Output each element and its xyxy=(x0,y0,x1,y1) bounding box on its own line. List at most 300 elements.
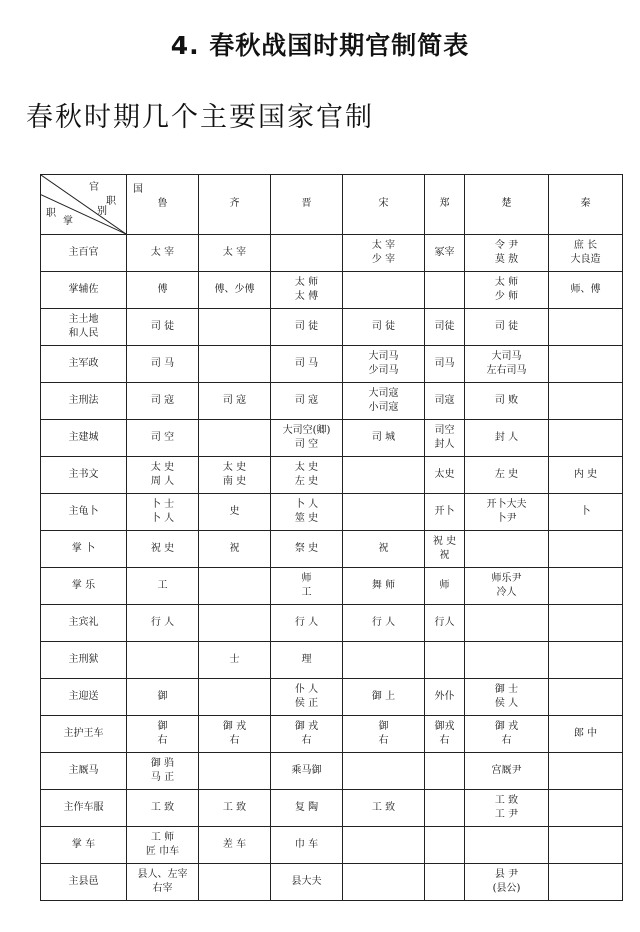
table-cell xyxy=(127,383,199,420)
row-label-line: 主土地 xyxy=(68,313,99,325)
cell-line: 右 xyxy=(157,735,168,746)
table-cell xyxy=(425,716,465,753)
cell-line: 工 xyxy=(157,579,168,591)
table-cell xyxy=(465,309,549,346)
state-header: 齐 xyxy=(199,175,271,235)
table-cell xyxy=(549,827,623,864)
table-cell xyxy=(343,457,425,494)
table-cell xyxy=(549,309,623,346)
row-label-line: 主迎送 xyxy=(68,690,99,702)
table-cell xyxy=(271,383,343,420)
cell-line: 大司马 xyxy=(368,350,399,362)
table-cell xyxy=(465,272,549,309)
table-cell xyxy=(343,568,425,605)
table-cell xyxy=(425,346,465,383)
table-row xyxy=(41,494,623,531)
table-cell xyxy=(127,235,199,272)
table-cell xyxy=(343,272,425,309)
table-row xyxy=(41,457,623,494)
table-cell xyxy=(343,420,425,457)
table-cell xyxy=(199,531,271,568)
row-label-line: 主军政 xyxy=(68,357,99,369)
table-cell xyxy=(271,309,343,346)
table-cell xyxy=(127,346,199,383)
table-cell xyxy=(465,531,549,568)
table-cell xyxy=(465,679,549,716)
cell-line: 巾 车 xyxy=(294,838,319,850)
row-label-line: 和人民 xyxy=(68,328,99,339)
cell-line: 祭 史 xyxy=(294,542,319,554)
cell-line: 司 徒 xyxy=(371,320,396,332)
cell-line: 少 宰 xyxy=(371,254,396,265)
table-cell xyxy=(465,716,549,753)
table-cell xyxy=(549,679,623,716)
cell-line: 祝 xyxy=(229,542,240,554)
table-cell xyxy=(271,827,343,864)
cell-line: 太 史 xyxy=(150,461,175,473)
table-row xyxy=(41,568,623,605)
cell-line: 行人 xyxy=(434,616,455,628)
cell-line: 行 人 xyxy=(294,616,319,628)
state-header: 楚 xyxy=(465,175,549,235)
table-cell xyxy=(127,864,199,901)
row-label xyxy=(41,346,127,383)
table-cell xyxy=(465,864,549,901)
cell-line: 工 致 xyxy=(494,794,519,806)
corner-label: 职 xyxy=(106,196,116,207)
table-cell xyxy=(549,605,623,642)
row-label xyxy=(41,309,127,346)
cell-line: 工 致 xyxy=(371,801,396,813)
cell-line: 理 xyxy=(301,653,312,665)
cell-line: 卜尹 xyxy=(496,513,517,524)
table-cell xyxy=(199,383,271,420)
table-cell xyxy=(343,864,425,901)
table-cell xyxy=(343,753,425,790)
cell-line: 司 空 xyxy=(294,439,319,450)
table-cell xyxy=(343,605,425,642)
cell-line: 太 史 xyxy=(222,461,247,473)
table-cell xyxy=(425,605,465,642)
table-cell xyxy=(271,420,343,457)
table-cell xyxy=(271,605,343,642)
cell-line: 太 史 xyxy=(294,461,319,473)
table-cell xyxy=(127,531,199,568)
table-cell xyxy=(343,309,425,346)
table-cell xyxy=(271,790,343,827)
cell-line: 祝 史 xyxy=(432,535,457,547)
cell-line: 司 寇 xyxy=(222,394,247,406)
cell-line: 差 车 xyxy=(222,838,247,850)
cell-line: 开卜大夫 xyxy=(486,498,527,510)
row-label xyxy=(41,642,127,679)
table-row xyxy=(41,716,623,753)
table-cell xyxy=(271,679,343,716)
table-cell xyxy=(425,642,465,679)
cell-line: 司 败 xyxy=(494,394,519,406)
table-cell xyxy=(271,457,343,494)
table-cell xyxy=(465,605,549,642)
row-label-line: 主宾礼 xyxy=(68,616,99,628)
table-cell xyxy=(425,309,465,346)
cell-line: 工 尹 xyxy=(494,809,519,820)
cell-line: 傅 xyxy=(157,283,168,295)
table-cell xyxy=(127,605,199,642)
cell-line: 御 戎 xyxy=(494,720,519,732)
row-label xyxy=(41,716,127,753)
cell-line: 筮 史 xyxy=(294,513,319,524)
cell-line: 士 xyxy=(229,653,240,665)
cell-line: 右宰 xyxy=(152,883,173,894)
row-label xyxy=(41,531,127,568)
table-cell xyxy=(425,383,465,420)
row-label xyxy=(41,679,127,716)
cell-line: 司 徒 xyxy=(294,320,319,332)
cell-line: 工 xyxy=(301,587,312,598)
table-cell xyxy=(425,679,465,716)
table-cell xyxy=(271,235,343,272)
table-cell xyxy=(549,531,623,568)
table-cell xyxy=(465,568,549,605)
table-cell xyxy=(549,457,623,494)
table-cell xyxy=(343,642,425,679)
cell-line: 开卜 xyxy=(434,505,455,517)
table-cell xyxy=(425,272,465,309)
cell-line: 御 士 xyxy=(494,683,519,695)
section-subtitle: 春秋时期几个主要国家官制 xyxy=(26,102,374,133)
cell-line: 太 宰 xyxy=(371,239,396,251)
table-cell xyxy=(425,457,465,494)
table-cell xyxy=(549,272,623,309)
cell-line: 师 xyxy=(439,579,450,591)
cell-line: 司 空 xyxy=(150,431,175,443)
corner-label: 国 xyxy=(133,184,143,195)
table-cell xyxy=(271,864,343,901)
table-cell xyxy=(271,346,343,383)
table-cell xyxy=(199,716,271,753)
cell-line: 太 师 xyxy=(494,276,519,288)
cell-line: 太史 xyxy=(434,468,455,480)
row-label-line: 掌 车 xyxy=(71,838,96,850)
cell-line: 大司马 xyxy=(491,350,522,362)
cell-line: 冷人 xyxy=(496,587,517,598)
corner-label: 掌 xyxy=(63,216,73,227)
cell-line: 司徒 xyxy=(434,320,455,332)
cell-line: 御 xyxy=(157,720,168,732)
cell-line: 县 尹 xyxy=(494,868,519,880)
cell-line: 司 徒 xyxy=(494,320,519,332)
table-cell xyxy=(199,494,271,531)
row-label xyxy=(41,827,127,864)
cell-line: 师 xyxy=(301,572,312,584)
cell-line: 卜 人 xyxy=(150,513,175,524)
cell-line: 县人、左宰 xyxy=(137,868,188,880)
cell-line: 师、傅 xyxy=(570,283,601,295)
row-label xyxy=(41,383,127,420)
cell-line: 匠 巾车 xyxy=(145,846,180,857)
cell-line: 马 正 xyxy=(150,772,175,783)
officials-table xyxy=(40,174,623,901)
table-row xyxy=(41,272,623,309)
table-cell xyxy=(199,420,271,457)
table-cell xyxy=(127,457,199,494)
row-label xyxy=(41,272,127,309)
header-row xyxy=(41,175,623,235)
cell-line: 封 人 xyxy=(494,431,519,443)
table-cell xyxy=(343,531,425,568)
table-cell xyxy=(127,790,199,827)
table-cell xyxy=(425,531,465,568)
cell-line: 封人 xyxy=(434,439,455,450)
cell-line: 令 尹 xyxy=(494,239,519,251)
row-label xyxy=(41,420,127,457)
table-row xyxy=(41,864,623,901)
table-cell xyxy=(271,716,343,753)
cell-line: 莫 敖 xyxy=(494,254,519,265)
cell-line: 祝 史 xyxy=(150,542,175,554)
row-label-line: 主百官 xyxy=(68,246,99,258)
cell-line: 侯 正 xyxy=(294,698,319,709)
cell-line: 太 宰 xyxy=(222,246,247,258)
cell-line: 史 xyxy=(229,505,240,517)
cell-line: 司马 xyxy=(434,357,455,369)
table-cell xyxy=(199,753,271,790)
table-cell xyxy=(425,827,465,864)
table-row xyxy=(41,753,623,790)
cell-line: 小司寇 xyxy=(368,402,399,413)
table-cell xyxy=(465,383,549,420)
table-row xyxy=(41,679,623,716)
table-cell xyxy=(425,753,465,790)
table-row xyxy=(41,420,623,457)
cell-line: 南 史 xyxy=(222,476,247,487)
cell-line: 左 史 xyxy=(294,476,319,487)
corner-label: 官 xyxy=(89,182,99,193)
table-row xyxy=(41,642,623,679)
cell-line: 御 上 xyxy=(371,690,396,702)
cell-line: 司空 xyxy=(434,424,455,436)
cell-line: 县大夫 xyxy=(291,875,322,887)
table-row xyxy=(41,383,623,420)
cell-line: 仆 人 xyxy=(294,683,319,695)
cell-line: 司 城 xyxy=(371,431,396,443)
cell-line: 内 史 xyxy=(573,468,598,480)
table-cell xyxy=(343,346,425,383)
table-cell xyxy=(549,642,623,679)
cell-line: 侯 人 xyxy=(494,698,519,709)
table-cell xyxy=(549,790,623,827)
cell-line: 傅、少傅 xyxy=(214,283,255,295)
corner-header-cell xyxy=(41,175,143,235)
table-cell xyxy=(343,790,425,827)
table-cell xyxy=(199,864,271,901)
table-cell xyxy=(549,568,623,605)
table-cell xyxy=(271,272,343,309)
row-label-line: 主作车服 xyxy=(63,801,104,813)
table-row xyxy=(41,235,623,272)
table-cell xyxy=(549,383,623,420)
row-label xyxy=(41,605,127,642)
table-cell xyxy=(127,272,199,309)
table-cell xyxy=(199,679,271,716)
row-label xyxy=(41,790,127,827)
state-header: 郑 xyxy=(425,175,465,235)
cell-line: 司 寇 xyxy=(294,394,319,406)
cell-line: 舞 师 xyxy=(371,579,396,591)
table-cell xyxy=(127,494,199,531)
row-label xyxy=(41,753,127,790)
state-header: 秦 xyxy=(549,175,623,235)
cell-line: 右 xyxy=(378,735,389,746)
cell-line: 行 人 xyxy=(371,616,396,628)
cell-line: 御 戎 xyxy=(294,720,319,732)
cell-line: 太 师 xyxy=(294,276,319,288)
table-cell xyxy=(127,420,199,457)
table-cell xyxy=(549,235,623,272)
table-cell xyxy=(199,457,271,494)
row-label xyxy=(41,494,127,531)
table-cell xyxy=(199,642,271,679)
cell-line: 司 马 xyxy=(294,357,319,369)
table-cell xyxy=(271,494,343,531)
cell-line: 御 戎 xyxy=(222,720,247,732)
cell-line: 右 xyxy=(501,735,512,746)
table-cell xyxy=(425,420,465,457)
cell-line: 右 xyxy=(301,735,312,746)
table-row xyxy=(41,605,623,642)
table-cell xyxy=(271,753,343,790)
table-cell xyxy=(271,531,343,568)
cell-line: 少 师 xyxy=(494,291,519,302)
table-cell xyxy=(271,568,343,605)
cell-line: 郎 中 xyxy=(573,727,598,739)
cell-line: 工 致 xyxy=(150,801,175,813)
cell-line: 右 xyxy=(229,735,240,746)
cell-line: 左 史 xyxy=(494,468,519,480)
table-cell xyxy=(425,790,465,827)
cell-line: 司 马 xyxy=(150,357,175,369)
table-row xyxy=(41,309,623,346)
table-cell xyxy=(425,494,465,531)
table-cell xyxy=(127,568,199,605)
table-cell xyxy=(549,494,623,531)
table-cell xyxy=(199,346,271,383)
table-cell xyxy=(425,235,465,272)
table-cell xyxy=(271,642,343,679)
table-cell xyxy=(127,309,199,346)
table-row xyxy=(41,346,623,383)
row-label-line: 主建城 xyxy=(68,431,99,443)
table-cell xyxy=(127,716,199,753)
cell-line: 大良造 xyxy=(570,254,601,265)
table-cell xyxy=(127,679,199,716)
table-cell xyxy=(199,235,271,272)
cell-line: 外仆 xyxy=(434,690,455,702)
cell-line: 祝 xyxy=(378,542,389,554)
cell-line: 行 人 xyxy=(150,616,175,628)
table-cell xyxy=(465,457,549,494)
row-label-line: 掌辅佐 xyxy=(68,283,99,295)
cell-line: 工 致 xyxy=(222,801,247,813)
table-cell xyxy=(127,642,199,679)
table-cell xyxy=(465,642,549,679)
table-cell xyxy=(465,420,549,457)
cell-line: 卜 人 xyxy=(294,498,319,510)
cell-line: 太 傅 xyxy=(294,291,319,302)
cell-line: 卜 士 xyxy=(150,498,175,510)
table-cell xyxy=(549,864,623,901)
cell-line: 大司空(卿) xyxy=(282,424,331,436)
corner-label: 别 xyxy=(97,206,107,217)
cell-line: 右 xyxy=(439,735,450,746)
table-row xyxy=(41,531,623,568)
table-cell xyxy=(425,568,465,605)
cell-line: 司 寇 xyxy=(150,394,175,406)
table-cell xyxy=(549,716,623,753)
cell-line: 大司寇 xyxy=(368,387,399,399)
table-cell xyxy=(549,346,623,383)
cell-line: 师乐尹 xyxy=(491,572,522,584)
table-cell xyxy=(465,494,549,531)
table-cell xyxy=(127,753,199,790)
cell-line: 冢宰 xyxy=(434,246,455,258)
cell-line: 祝 xyxy=(439,550,450,561)
table-cell xyxy=(343,716,425,753)
cell-line: 卜 xyxy=(580,505,591,517)
row-label xyxy=(41,457,127,494)
state-header: 宋 xyxy=(343,175,425,235)
table-cell xyxy=(465,753,549,790)
table-cell xyxy=(343,827,425,864)
cell-line: 司 徒 xyxy=(150,320,175,332)
table-cell xyxy=(343,494,425,531)
cell-line: (县公) xyxy=(492,883,521,894)
table-cell xyxy=(199,790,271,827)
cell-line: 工 师 xyxy=(150,831,175,843)
cell-line: 御 xyxy=(378,720,389,732)
table-cell xyxy=(465,790,549,827)
row-label-line: 主书文 xyxy=(68,468,99,480)
cell-line: 御 驺 xyxy=(150,757,175,769)
cell-line: 宫厩尹 xyxy=(491,764,522,776)
table-cell xyxy=(343,383,425,420)
corner-label: 职 xyxy=(46,208,56,219)
cell-line: 庶 长 xyxy=(573,239,598,251)
cell-line: 太 宰 xyxy=(150,246,175,258)
row-label-line: 掌 乐 xyxy=(71,579,96,591)
table-cell xyxy=(199,309,271,346)
row-label xyxy=(41,568,127,605)
cell-line: 复 陶 xyxy=(294,801,319,813)
table-cell xyxy=(199,827,271,864)
row-label-line: 主厩马 xyxy=(68,764,99,776)
row-label xyxy=(41,235,127,272)
cell-line: 左右司马 xyxy=(486,365,527,376)
cell-line: 司寇 xyxy=(434,394,455,406)
table-cell xyxy=(199,605,271,642)
table-cell xyxy=(465,346,549,383)
table-cell xyxy=(549,753,623,790)
row-label-line: 掌 卜 xyxy=(71,542,96,554)
table-cell xyxy=(343,679,425,716)
table-cell xyxy=(127,827,199,864)
table-cell xyxy=(343,235,425,272)
table-row xyxy=(41,827,623,864)
cell-line: 御 xyxy=(157,690,168,702)
page-title: 4. 春秋战国时期官制简表 xyxy=(170,31,470,60)
table-cell xyxy=(199,568,271,605)
row-label-line: 主刑法 xyxy=(68,394,99,406)
